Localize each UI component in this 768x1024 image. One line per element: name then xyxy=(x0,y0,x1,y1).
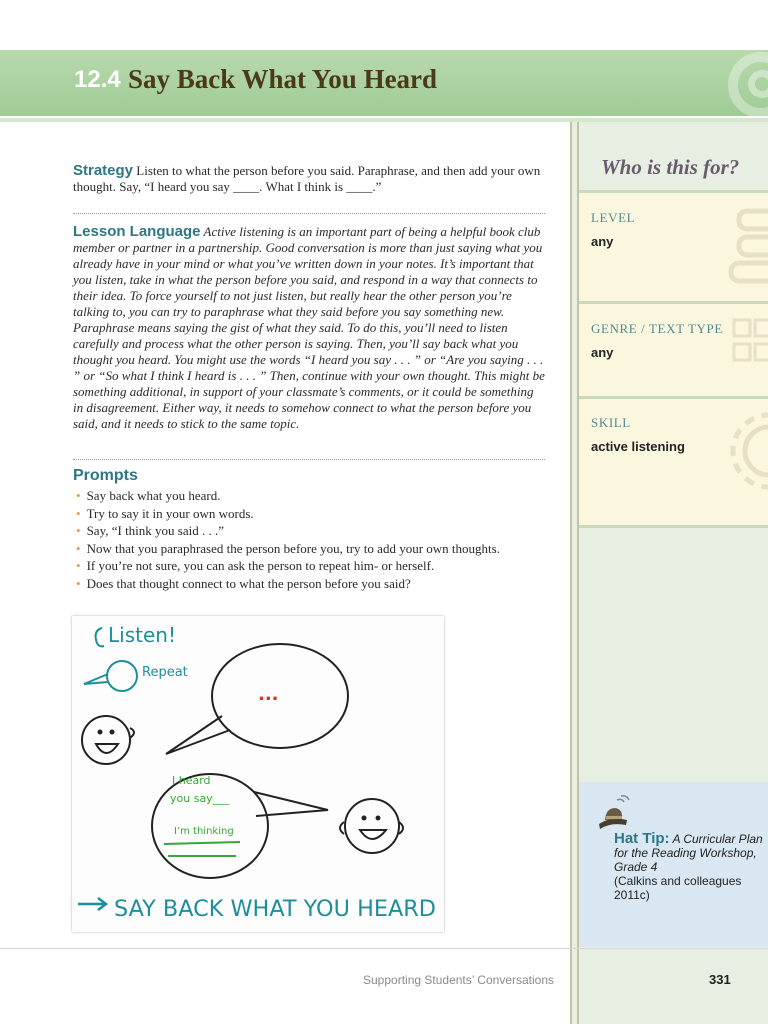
section-header xyxy=(0,50,768,116)
list-item: • Try to say it in your own words. xyxy=(76,505,500,523)
thinking-text: I’m thinking xyxy=(174,826,234,837)
level-label: LEVEL xyxy=(591,210,636,225)
listen-text: Listen! xyxy=(108,623,176,647)
lesson-language-label: Lesson Language xyxy=(73,223,201,240)
repeat-text: Repeat xyxy=(142,665,188,680)
level-value: any xyxy=(591,234,614,249)
lesson-language-text: Active listening is an important part of being a helpful book club member or partner in a partnership. Good conversation is more than just saying what you already have in your mind or what you’ve written down in your notes. It’s important that you listen, take in what the person before you said, and respond in a way that connects to their idea. To force yourself to not just listen, but really hear the other person you’re talking to, you can try to paraphrase what they said before you say something new. Paraphrase means saying the gist of what they said. To do this, you’ll need to listen carefully and process what the other person is saying. Then, you’ll say back what you thought you heard. You might use the words “I heard you say . . . ” or “Are you saying . . . ” or “So what I think I heard is . . . ” Then, continue with your own thought. This might be something additional, in support of your classmate’s comments, or it could be something in disagreement. Either way, it needs to somehow connect to what the person before you said, and it needs to stick to the same topic. xyxy=(73,224,545,431)
chart-caption: SAY BACK WHAT YOU HEARD xyxy=(114,897,436,922)
arrow-right-icon xyxy=(78,898,106,910)
heard-line2-text: you say___ xyxy=(170,792,230,805)
list-item: • Now that you paraphrased the person before you, try to add your own thoughts. xyxy=(76,540,500,558)
prompts-title: Prompts xyxy=(73,467,138,484)
skill-value: active listening xyxy=(591,439,685,454)
strategy-label: Strategy xyxy=(73,162,134,179)
decorative-target-inner-icon xyxy=(748,70,768,98)
footer-rule xyxy=(0,948,768,949)
hat-tip-source: A Curricular Plan for the Reading Workshop, Grade 4 xyxy=(614,832,763,874)
anchor-chart xyxy=(72,616,444,932)
dots-text: ... xyxy=(258,684,279,705)
hat-tip-credit: (Calkins and colleagues 2011c) xyxy=(614,874,742,902)
speech-bubble xyxy=(212,644,348,748)
section-title: Say Back What You Heard xyxy=(128,64,438,94)
list-item: • Say back what you heard. xyxy=(76,487,500,505)
list-item: • If you’re not sure, you can ask the person to repeat him- or herself. xyxy=(76,557,500,575)
footer-section-title: Supporting Students’ Conversations xyxy=(363,973,555,987)
genre-label: GENRE / TEXT TYPE xyxy=(591,321,723,336)
anchor-chart-drawing xyxy=(72,616,444,932)
panel-divider xyxy=(579,525,768,528)
dotted-divider xyxy=(73,459,545,460)
repeat-bubble xyxy=(107,661,137,691)
genre-value: any xyxy=(591,345,614,360)
strategy-paragraph xyxy=(73,163,545,195)
ear-icon xyxy=(96,628,104,646)
dotted-divider xyxy=(73,213,545,214)
section-number: 12.4 xyxy=(74,66,121,93)
who-is-this-for-heading: Who is this for? xyxy=(601,155,740,179)
smiley-face-left-icon xyxy=(82,716,134,764)
smiley-face-right-icon xyxy=(340,799,403,853)
prompts-list xyxy=(76,487,500,593)
heard-line1-text: I heard xyxy=(172,774,211,787)
hat-icon xyxy=(593,794,633,834)
list-item: • Say, “I think you said . . .” xyxy=(76,522,500,540)
skill-label: SKILL xyxy=(591,415,631,430)
hat-tip xyxy=(614,832,764,902)
sidebar-divider xyxy=(570,122,572,1024)
lesson-language-paragraph xyxy=(73,224,545,432)
page-number: 331 xyxy=(709,972,731,987)
hat-tip-label: Hat Tip: xyxy=(614,830,670,847)
strategy-text: Listen to what the person before you said. Paraphrase, and then add your own thought. Say, “I heard you say ____. What I think is ____.” xyxy=(73,163,541,194)
list-item: • Does that thought connect to what the person before you said? xyxy=(76,575,500,593)
